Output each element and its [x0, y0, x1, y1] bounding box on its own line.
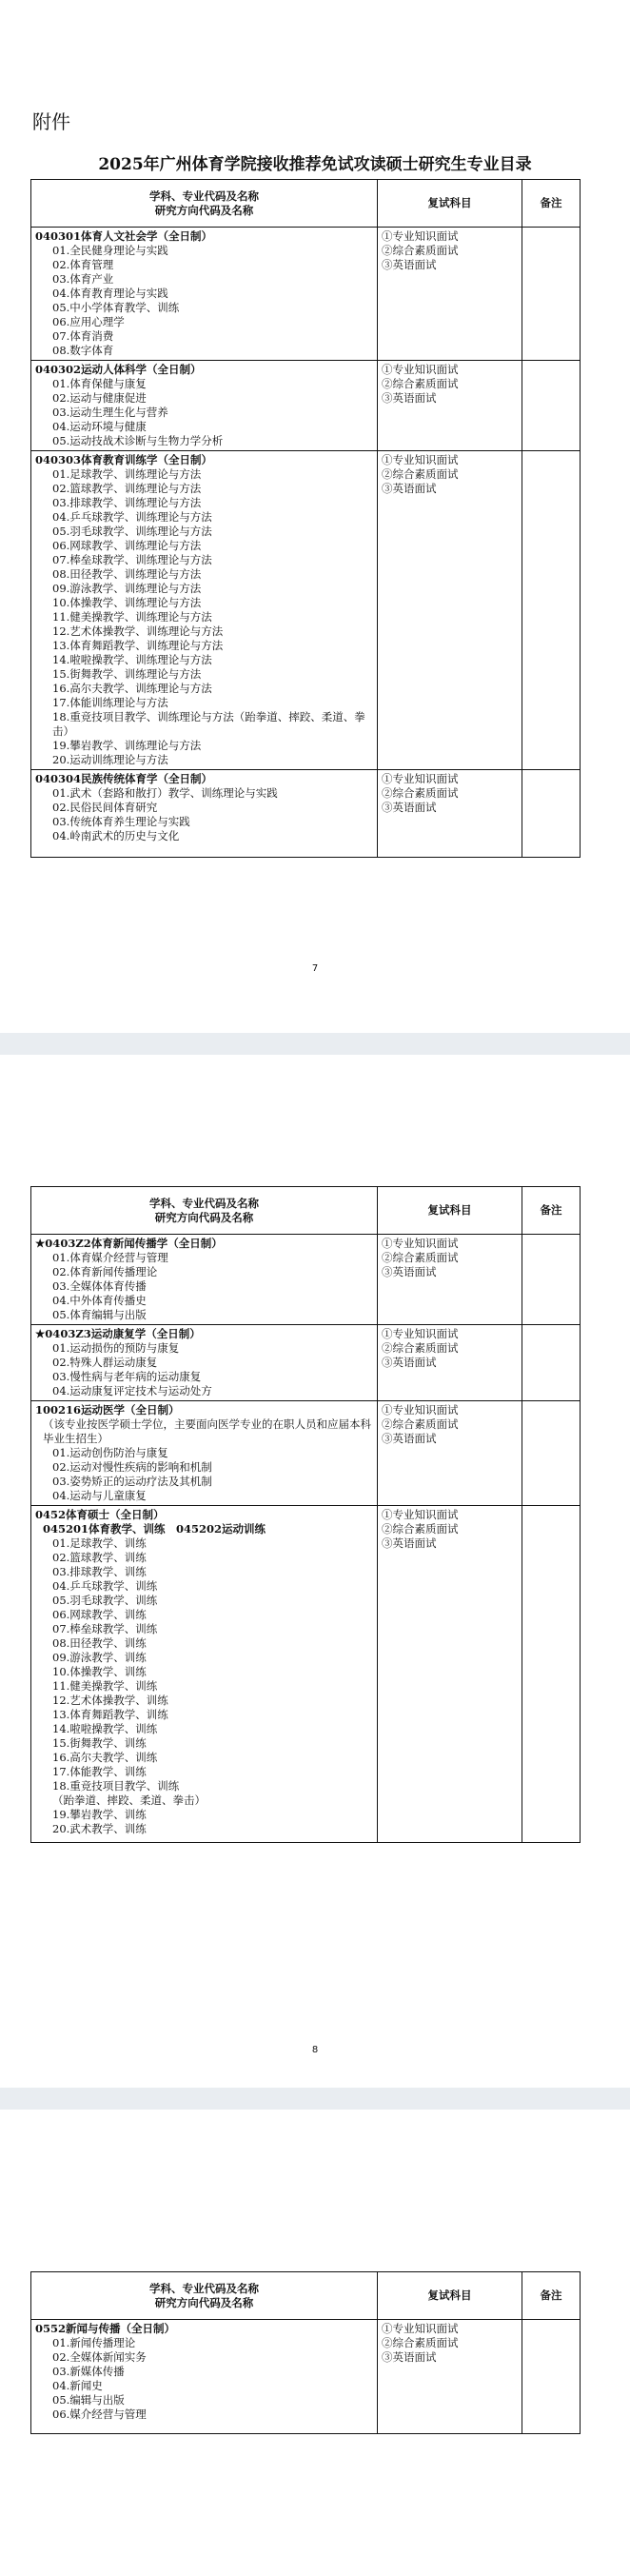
table-header-row	[31, 180, 581, 228]
research-direction: 08.数字体育	[52, 344, 114, 357]
research-direction: 03.全媒体体育传播	[52, 1279, 147, 1293]
research-direction: 03.传统体育养生理论与实践	[52, 815, 190, 828]
major-cell	[31, 1401, 378, 1506]
research-direction: 12.艺术体操教学、训练	[52, 1694, 168, 1707]
research-direction: 01.新闻传播理论	[52, 2336, 136, 2349]
exam-subject: ③英语面试	[382, 1356, 437, 1369]
research-direction: 08.田径教学、训练理论与方法	[52, 567, 202, 581]
exam-subject: ①专业知识面试	[382, 229, 459, 243]
exam-subjects-cell	[378, 228, 522, 361]
research-direction: 05.羽毛球教学、训练理论与方法	[52, 525, 212, 538]
research-direction: 14.啦啦操教学、训练	[52, 1722, 158, 1735]
research-direction: 15.街舞教学、训练	[52, 1736, 147, 1750]
document-page-3	[0, 2110, 630, 2576]
research-direction: 04.新闻史	[52, 2379, 103, 2392]
header-major-line2: 研究方向代码及名称	[154, 1210, 254, 1224]
research-direction: 02.篮球教学、训练理论与方法	[52, 482, 202, 495]
exam-subject: ①专业知识面试	[382, 1403, 459, 1417]
header-major	[31, 1187, 378, 1235]
research-direction: 20.运动训练理论与方法	[52, 753, 168, 766]
header-note: 备注	[522, 1187, 581, 1235]
research-direction: 06.应用心理学	[52, 315, 125, 328]
research-direction: 19.攀岩教学、训练理论与方法	[52, 739, 202, 752]
major-cell	[31, 770, 378, 858]
research-direction: 01.全民健身理论与实践	[52, 244, 168, 257]
research-direction: 07.棒垒球教学、训练	[52, 1622, 158, 1635]
research-direction: 01.武术（套路和散打）教学、训练理论与实践	[52, 786, 278, 800]
research-direction: 02.全媒体新闻实务	[52, 2350, 147, 2364]
exam-subject: ③英语面试	[382, 2350, 437, 2364]
table-header-row	[31, 2272, 581, 2320]
research-direction: 16.高尔夫教学、训练	[52, 1751, 158, 1764]
research-direction: 09.游泳教学、训练理论与方法	[52, 582, 202, 595]
exam-subject: ②综合素质面试	[382, 2336, 459, 2349]
research-direction: 07.体育消费	[52, 329, 114, 343]
major-name: 0552新闻与传播（全日制）	[35, 2322, 176, 2335]
research-direction: 10.体操教学、训练理论与方法	[52, 596, 202, 609]
major-name: 040301体育人文社会学（全日制）	[35, 229, 213, 243]
research-direction: 17.体能教学、训练	[52, 1765, 147, 1778]
exam-subjects-cell	[378, 1506, 522, 1843]
document-title: 2025年广州体育学院接收推荐免试攻读硕士研究生专业目录	[98, 155, 532, 174]
major-name: 0452体育硕士（全日制）	[35, 1508, 165, 1521]
research-direction: 04.中外体育传播史	[52, 1294, 147, 1307]
catalog-table	[30, 2271, 581, 2434]
header-exam: 复试科目	[378, 180, 522, 228]
research-direction: 19.攀岩教学、训练	[52, 1808, 147, 1821]
exam-subject: ①专业知识面试	[382, 1237, 459, 1250]
header-note: 备注	[522, 180, 581, 228]
exam-subject: ②综合素质面试	[382, 377, 459, 390]
exam-subject: ②综合素质面试	[382, 244, 459, 257]
major-name: 040302运动人体科学（全日制）	[35, 363, 202, 376]
note-cell	[522, 2320, 581, 2434]
header-major-line1: 学科、专业代码及名称	[149, 2281, 259, 2295]
exam-subjects-cell	[378, 361, 522, 451]
research-direction: 05.编辑与出版	[52, 2393, 125, 2407]
research-direction: 03.体育产业	[52, 272, 114, 286]
major-cell	[31, 1325, 378, 1401]
sub-major: 045201体育教学、训练 045202运动训练	[43, 1522, 266, 1536]
research-direction: 01.运动创伤防治与康复	[52, 1446, 168, 1459]
exam-subject: ③英语面试	[382, 391, 437, 405]
exam-subject: ①专业知识面试	[382, 772, 459, 785]
research-direction: 05.羽毛球教学、训练	[52, 1594, 158, 1607]
major-name: ★0403Z3运动康复学（全日制）	[35, 1327, 201, 1340]
research-direction: 03.慢性病与老年病的运动康复	[52, 1370, 202, 1383]
research-direction: 14.啦啦操教学、训练理论与方法	[52, 653, 212, 666]
research-direction: 13.体育舞蹈教学、训练	[52, 1708, 168, 1721]
catalog-table	[30, 179, 581, 858]
research-direction: 01.运动损伤的预防与康复	[52, 1341, 180, 1355]
note-cell	[522, 361, 581, 451]
research-direction: 02.运动与健康促进	[52, 391, 147, 405]
research-direction: 06.网球教学、训练理论与方法	[52, 539, 202, 552]
exam-subjects-cell	[378, 770, 522, 858]
major-cell	[31, 451, 378, 770]
table-row	[31, 770, 581, 858]
header-major-line2: 研究方向代码及名称	[154, 2295, 254, 2309]
exam-subject: ②综合素质面试	[382, 1522, 459, 1536]
research-direction: 03.排球教学、训练理论与方法	[52, 496, 202, 509]
research-direction: 17.体能训练理论与方法	[52, 696, 168, 709]
exam-subjects-cell	[378, 451, 522, 770]
table-row	[31, 1401, 581, 1506]
annex-label: 附件	[32, 110, 70, 133]
research-direction: 02.民俗民间体育研究	[52, 801, 158, 814]
header-exam: 复试科目	[378, 1187, 522, 1235]
research-direction: 04.乒乓球教学、训练	[52, 1579, 158, 1593]
research-direction: 12.艺术体操教学、训练理论与方法	[52, 624, 224, 638]
research-direction: 01.体育保健与康复	[52, 377, 147, 390]
research-direction: 08.田径教学、训练	[52, 1636, 147, 1650]
exam-subject: ①专业知识面试	[382, 363, 459, 376]
research-direction: 02.体育管理	[52, 258, 114, 271]
header-note: 备注	[522, 2272, 581, 2320]
note-cell	[522, 1325, 581, 1401]
research-direction: 18.重竞技项目教学、训练理论与方法（跆拳道、摔跤、柔道、拳击）	[52, 710, 365, 738]
research-direction: 04.岭南武术的历史与文化	[52, 829, 180, 842]
catalog-table	[30, 1186, 581, 1843]
research-direction: 01.足球教学、训练理论与方法	[52, 467, 202, 481]
research-direction: 02.篮球教学、训练	[52, 1551, 147, 1564]
table-row	[31, 228, 581, 361]
exam-subject: ①专业知识面试	[382, 1327, 459, 1340]
exam-subject: ③英语面试	[382, 801, 437, 814]
research-direction: 07.棒垒球教学、训练理论与方法	[52, 553, 212, 566]
research-direction: 03.姿势矫正的运动疗法及其机制	[52, 1475, 212, 1488]
note-cell	[522, 228, 581, 361]
research-direction: （跆拳道、摔跤、柔道、拳击）	[52, 1793, 206, 1807]
exam-subject: ②综合素质面试	[382, 1251, 459, 1264]
note-cell	[522, 451, 581, 770]
research-direction: 03.运动生理生化与营养	[52, 406, 168, 419]
research-direction: 02.特殊人群运动康复	[52, 1356, 158, 1369]
exam-subject: ③英语面试	[382, 1432, 437, 1445]
research-direction: 11.健美操教学、训练	[52, 1679, 158, 1693]
research-direction: 01.足球教学、训练	[52, 1536, 147, 1550]
header-major-line2: 研究方向代码及名称	[154, 203, 254, 217]
research-direction: 13.体育舞蹈教学、训练理论与方法	[52, 639, 224, 652]
note-cell	[522, 1401, 581, 1506]
research-direction: 04.运动环境与健康	[52, 420, 147, 433]
research-direction: 04.乒乓球教学、训练理论与方法	[52, 510, 212, 524]
document-page-2	[0, 1055, 630, 2088]
research-direction: 06.媒介经营与管理	[52, 2408, 147, 2421]
exam-subject: ②综合素质面试	[382, 786, 459, 800]
research-direction: 11.健美操教学、训练理论与方法	[52, 610, 212, 624]
research-direction: 05.中小学体育教学、训练	[52, 301, 180, 314]
page-number: 8	[311, 2045, 319, 2055]
exam-subject: ③英语面试	[382, 258, 437, 271]
exam-subjects-cell	[378, 1235, 522, 1325]
research-direction: 18.重竞技项目教学、训练	[52, 1779, 180, 1793]
table-row	[31, 1235, 581, 1325]
research-direction: 02.体育新闻传播理论	[52, 1265, 158, 1278]
research-direction: 20.武术教学、训练	[52, 1822, 147, 1835]
page-gap	[0, 2088, 630, 2110]
header-exam: 复试科目	[378, 2272, 522, 2320]
research-direction: 09.游泳教学、训练	[52, 1651, 147, 1664]
table-row	[31, 1506, 581, 1843]
table-header-row	[31, 1187, 581, 1235]
table-row	[31, 451, 581, 770]
exam-subject: ①专业知识面试	[382, 1508, 459, 1521]
research-direction: 15.街舞教学、训练理论与方法	[52, 667, 202, 681]
research-direction: 01.体育媒介经营与管理	[52, 1251, 168, 1264]
exam-subjects-cell	[378, 1325, 522, 1401]
major-cell	[31, 361, 378, 451]
major-cell	[31, 2320, 378, 2434]
header-major	[31, 2272, 378, 2320]
major-name: 100216运动医学（全日制）	[35, 1403, 180, 1417]
page-number: 7	[311, 963, 319, 974]
table-row	[31, 361, 581, 451]
exam-subject: ③英语面试	[382, 482, 437, 495]
research-direction: 04.运动与儿童康复	[52, 1489, 147, 1502]
research-direction: 06.网球教学、训练	[52, 1608, 147, 1621]
research-direction: 03.新媒体传播	[52, 2365, 125, 2378]
research-direction: 02.运动对慢性疾病的影响和机制	[52, 1460, 212, 1474]
exam-subjects-cell	[378, 2320, 522, 2434]
exam-subject: ③英语面试	[382, 1536, 437, 1550]
research-direction: 10.体操教学、训练	[52, 1665, 147, 1678]
header-major-line1: 学科、专业代码及名称	[149, 188, 259, 203]
note-cell	[522, 770, 581, 858]
major-name: ★0403Z2体育新闻传播学（全日制）	[35, 1237, 223, 1250]
exam-subject: ②综合素质面试	[382, 1417, 459, 1431]
page-gap	[0, 1033, 630, 1055]
note-cell	[522, 1235, 581, 1325]
exam-subjects-cell	[378, 1401, 522, 1506]
research-direction: 05.体育编辑与出版	[52, 1308, 147, 1321]
major-name: 040304民族传统体育学（全日制）	[35, 772, 213, 785]
document-page-1	[0, 0, 630, 1033]
table-row	[31, 1325, 581, 1401]
note-cell	[522, 1506, 581, 1843]
research-direction: 04.体育教育理论与实践	[52, 287, 168, 300]
table-row	[31, 2320, 581, 2434]
research-direction: 03.排球教学、训练	[52, 1565, 147, 1578]
exam-subject: ②综合素质面试	[382, 467, 459, 481]
major-name: 040303体育教育训练学（全日制）	[35, 453, 213, 466]
exam-subject: ③英语面试	[382, 1265, 437, 1278]
exam-subject: ①专业知识面试	[382, 453, 459, 466]
header-major	[31, 180, 378, 228]
major-cell	[31, 228, 378, 361]
research-direction: 16.高尔夫教学、训练理论与方法	[52, 682, 212, 695]
research-direction: 04.运动康复评定技术与运动处方	[52, 1384, 212, 1397]
exam-subject: ①专业知识面试	[382, 2322, 459, 2335]
major-cell	[31, 1235, 378, 1325]
exam-subject: ②综合素质面试	[382, 1341, 459, 1355]
major-note: （该专业按医学硕士学位，主要面向医学专业的在职人员和应届本科毕业生招生）	[43, 1417, 371, 1445]
research-direction: 05.运动技战术诊断与生物力学分析	[52, 434, 224, 447]
major-cell	[31, 1506, 378, 1843]
header-major-line1: 学科、专业代码及名称	[149, 1196, 259, 1210]
